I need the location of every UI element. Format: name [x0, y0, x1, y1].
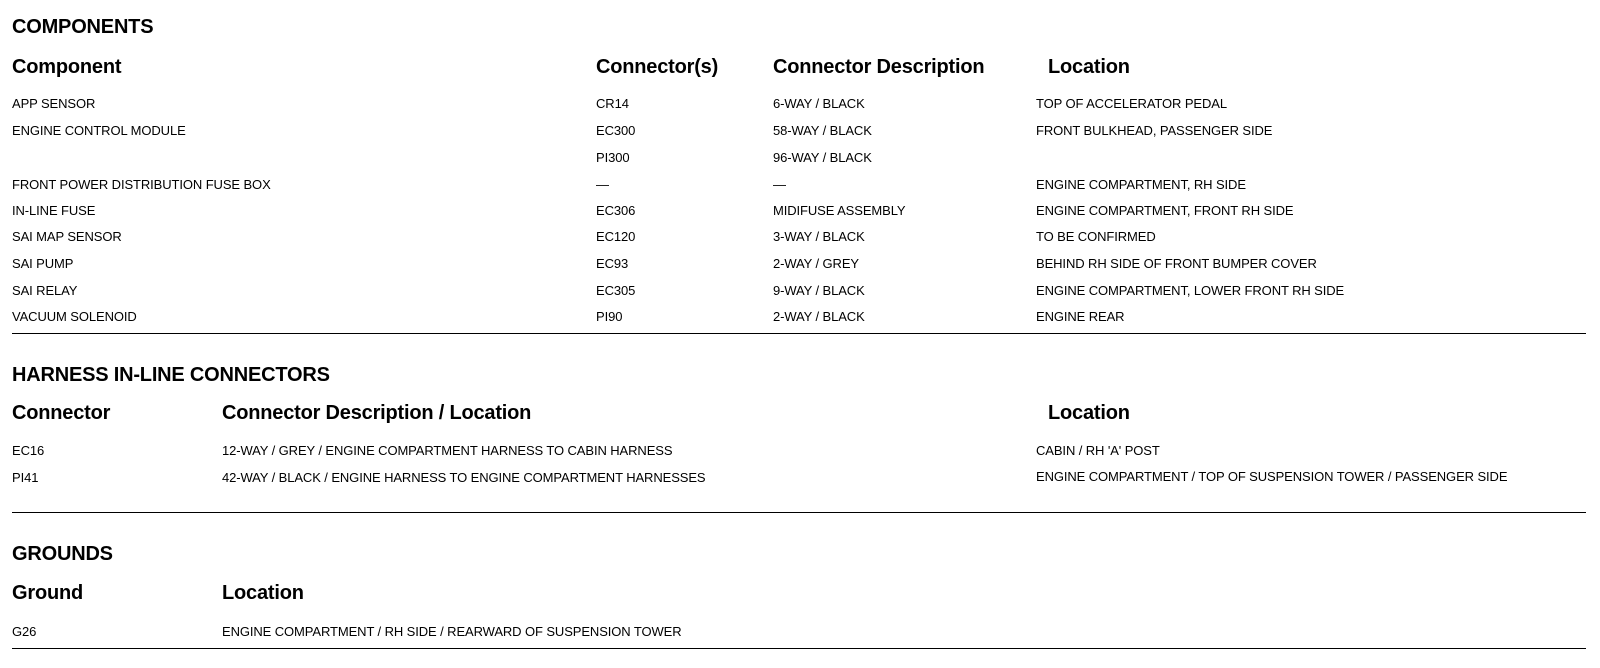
- connector-id: PI300: [596, 150, 630, 165]
- connector-description: MIDIFUSE ASSEMBLY: [773, 203, 906, 218]
- component-location: ENGINE COMPARTMENT, FRONT RH SIDE: [1036, 203, 1294, 218]
- harness-location: ENGINE COMPARTMENT / TOP OF SUSPENSION TOWER / PASSENGER SIDE: [1036, 469, 1508, 484]
- connector-description: 2-WAY / BLACK: [773, 309, 865, 324]
- connector-id: EC300: [596, 123, 636, 138]
- components-title: COMPONENTS: [12, 16, 154, 38]
- component-location: BEHIND RH SIDE OF FRONT BUMPER COVER: [1036, 256, 1317, 271]
- component-name: FRONT POWER DISTRIBUTION FUSE BOX: [12, 177, 271, 192]
- section-divider: [12, 648, 1586, 649]
- component-name: APP SENSOR: [12, 96, 96, 111]
- grounds-header-location: Location: [222, 582, 304, 604]
- component-name: IN-LINE FUSE: [12, 203, 96, 218]
- harness-header-connector: Connector: [12, 402, 111, 424]
- components-header-connector-description: Connector Description: [773, 56, 985, 78]
- ground-id: G26: [12, 624, 37, 639]
- components-header-component: Component: [12, 56, 122, 78]
- harness-connector-description: 42-WAY / BLACK / ENGINE HARNESS TO ENGINE COMPARTMENT HARNESSES: [222, 470, 706, 485]
- harness-header-location: Location: [1048, 402, 1130, 424]
- component-location: TOP OF ACCELERATOR PEDAL: [1036, 96, 1227, 111]
- harness-header-description-location: Connector Description / Location: [222, 402, 532, 424]
- harness-location: CABIN / RH 'A' POST: [1036, 443, 1160, 458]
- component-name: ENGINE CONTROL MODULE: [12, 123, 186, 138]
- harness-connector-id: EC16: [12, 443, 45, 458]
- connector-description: 2-WAY / GREY: [773, 256, 859, 271]
- component-location: FRONT BULKHEAD, PASSENGER SIDE: [1036, 123, 1273, 138]
- component-location: ENGINE COMPARTMENT, RH SIDE: [1036, 177, 1246, 192]
- connector-id: EC305: [596, 283, 636, 298]
- component-name: SAI RELAY: [12, 283, 78, 298]
- components-header-location: Location: [1048, 56, 1130, 78]
- connector-id: —: [596, 177, 609, 192]
- harness-connector-description: 12-WAY / GREY / ENGINE COMPARTMENT HARNESS TO CABIN HARNESS: [222, 443, 673, 458]
- connector-description: —: [773, 177, 786, 192]
- component-name: VACUUM SOLENOID: [12, 309, 137, 324]
- connector-id: PI90: [596, 309, 623, 324]
- grounds-header-ground: Ground: [12, 582, 84, 604]
- connector-description: 58-WAY / BLACK: [773, 123, 872, 138]
- component-name: SAI PUMP: [12, 256, 74, 271]
- ground-location: ENGINE COMPARTMENT / RH SIDE / REARWARD OF SUSPENSION TOWER: [222, 624, 682, 639]
- connector-id: CR14: [596, 96, 629, 111]
- connector-id: EC93: [596, 256, 629, 271]
- connector-description: 6-WAY / BLACK: [773, 96, 865, 111]
- harness-connector-id: PI41: [12, 470, 39, 485]
- component-location: TO BE CONFIRMED: [1036, 229, 1156, 244]
- component-location: ENGINE COMPARTMENT, LOWER FRONT RH SIDE: [1036, 283, 1345, 298]
- grounds-title: GROUNDS: [12, 543, 113, 565]
- components-header-connectors: Connector(s): [596, 56, 719, 78]
- connector-description: 96-WAY / BLACK: [773, 150, 872, 165]
- section-divider: [12, 333, 1586, 334]
- connector-id: EC120: [596, 229, 636, 244]
- connector-description: 9-WAY / BLACK: [773, 283, 865, 298]
- section-divider: [12, 512, 1586, 513]
- harness-title: HARNESS IN-LINE CONNECTORS: [12, 364, 330, 386]
- connector-id: EC306: [596, 203, 636, 218]
- connector-description: 3-WAY / BLACK: [773, 229, 865, 244]
- component-location: ENGINE REAR: [1036, 309, 1125, 324]
- component-name: SAI MAP SENSOR: [12, 229, 122, 244]
